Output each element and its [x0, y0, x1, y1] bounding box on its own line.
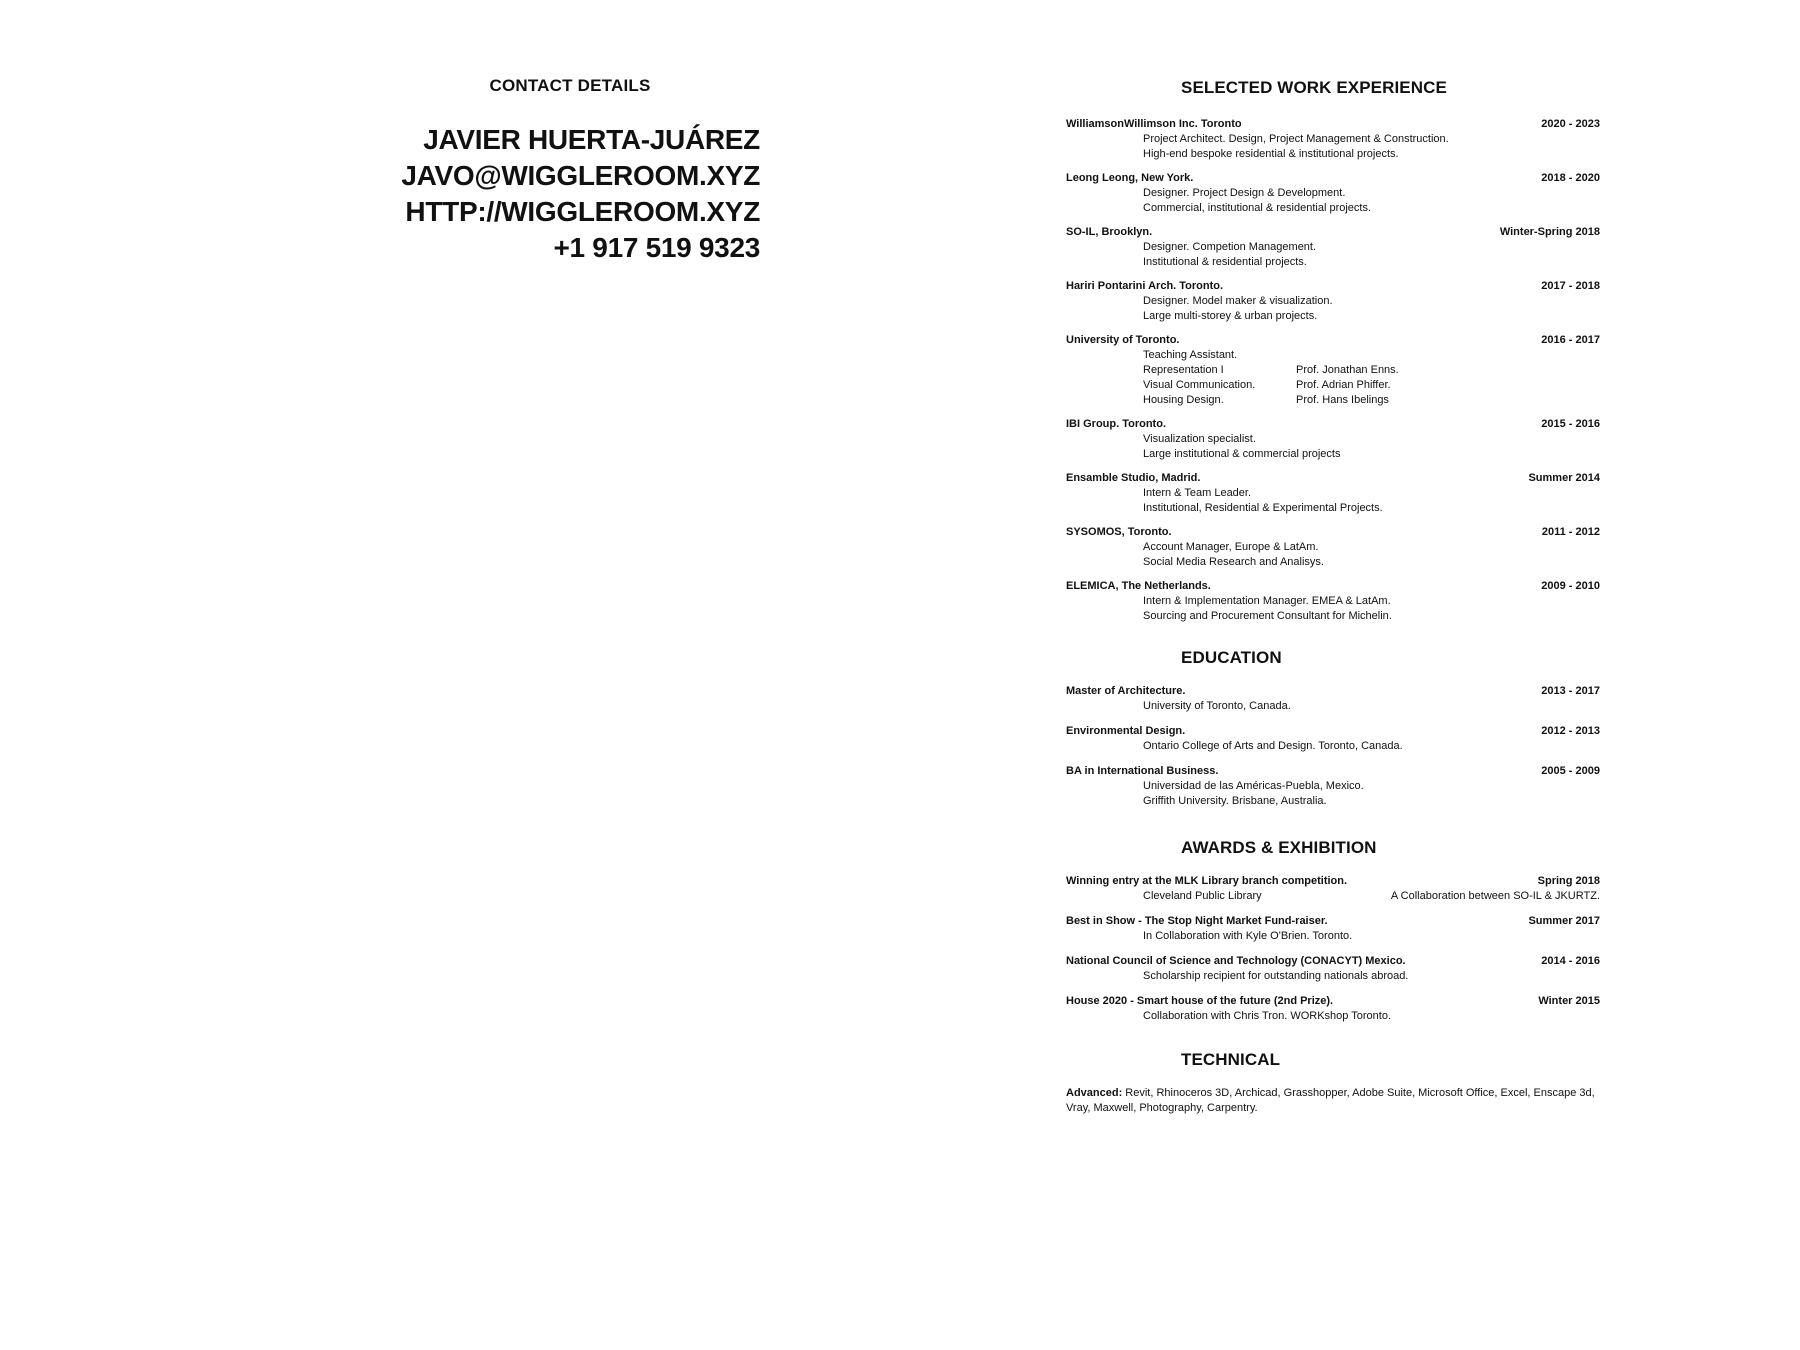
awards-section: [1066, 838, 1600, 1033]
entry-line: Scholarship recipient for outstanding nationals abroad.: [1143, 970, 1409, 982]
section-heading-awards: AWARDS & EXHIBITION: [1181, 838, 1377, 857]
entry-date: 2005 - 2009: [1541, 765, 1600, 777]
entry-line: Intern & Implementation Manager. EMEA & LatAm.: [1143, 595, 1391, 607]
award-entry: [1066, 994, 1600, 1024]
entry-date: Winter 2015: [1538, 995, 1600, 1007]
work-entry: [1066, 525, 1600, 570]
entry-date: 2020 - 2023: [1541, 118, 1600, 130]
entry-org: Hariri Pontarini Arch. Toronto.: [1066, 280, 1224, 292]
entry-line: Sourcing and Procurement Consultant for Michelin.: [1143, 610, 1392, 622]
course-row: [1066, 378, 1600, 393]
entry-line: University of Toronto, Canada.: [1143, 700, 1291, 712]
contact-block: [200, 122, 760, 266]
course-name: Visual Communication.: [1143, 379, 1256, 391]
work-section: [1066, 78, 1600, 633]
entry-line: Institutional & residential projects.: [1143, 256, 1307, 268]
technical-label: Advanced:: [1066, 1087, 1123, 1099]
work-entry: [1066, 333, 1600, 408]
work-entry: [1066, 417, 1600, 462]
work-entry: [1066, 117, 1600, 162]
entry-line: Intern & Team Leader.: [1143, 487, 1252, 499]
entry-line: Social Media Research and Analisys.: [1143, 556, 1324, 568]
entry-line: Visualization specialist.: [1143, 433, 1256, 445]
entry-date: 2011 - 2012: [1541, 526, 1600, 538]
contact-email[interactable]: JAVO@WIGGLEROOM.XYZ: [401, 160, 760, 191]
entry-date: Summer 2014: [1528, 472, 1600, 484]
entry-line: Institutional, Residential & Experimental Projects.: [1143, 502, 1383, 514]
entry-date: Summer 2017: [1528, 915, 1600, 927]
entry-org: SYSOMOS, Toronto.: [1066, 526, 1172, 538]
section-heading-technical: TECHNICAL: [1181, 1050, 1281, 1069]
education-entry: [1066, 684, 1600, 714]
entry-org: BA in International Business.: [1066, 765, 1219, 777]
entry-line: In Collaboration with Kyle O'Brien. Toronto.: [1143, 930, 1353, 942]
entry-line: Project Architect. Design, Project Management & Construction.: [1143, 133, 1449, 145]
education-entry: [1066, 724, 1600, 754]
entry-line: Teaching Assistant.: [1143, 349, 1238, 361]
entry-line: Universidad de las Américas-Puebla, Mexico.: [1143, 780, 1364, 792]
entry-line: Designer. Competion Management.: [1143, 241, 1317, 253]
technical-section: [1066, 1050, 1600, 1116]
entry-line: Account Manager, Europe & LatAm.: [1143, 541, 1319, 553]
education-section: [1066, 648, 1600, 818]
entry-line: Griffith University. Brisbane, Australia.: [1143, 795, 1327, 807]
education-entry: [1066, 764, 1600, 809]
technical-skills: [1066, 1086, 1600, 1116]
entry-date: 2018 - 2020: [1541, 172, 1600, 184]
entry-line: Large multi-storey & urban projects.: [1143, 310, 1318, 322]
entry-date: 2017 - 2018: [1541, 280, 1600, 292]
entry-date: 2014 - 2016: [1541, 955, 1600, 967]
entry-org: WilliamsonWillimson Inc. Toronto: [1066, 118, 1242, 130]
course-name: Representation I: [1143, 364, 1224, 376]
award-detail-row: [1066, 889, 1600, 904]
entry-org: Winning entry at the MLK Library branch competition.: [1066, 875, 1348, 887]
course-prof: Prof. Hans Ibelings: [1296, 394, 1389, 406]
award-detail-left: Cleveland Public Library: [1143, 890, 1262, 902]
course-name: Housing Design.: [1143, 394, 1224, 406]
entry-date: 2012 - 2013: [1541, 725, 1600, 737]
section-heading-education: EDUCATION: [1181, 648, 1282, 667]
section-heading-work: SELECTED WORK EXPERIENCE: [1181, 78, 1447, 97]
contact-phone: +1 917 519 9323: [553, 232, 760, 263]
course-prof: Prof. Adrian Phiffer.: [1296, 379, 1391, 391]
entry-date: 2015 - 2016: [1541, 418, 1600, 430]
entry-line: Designer. Project Design & Development.: [1143, 187, 1346, 199]
entry-line: Designer. Model maker & visualization.: [1143, 295, 1333, 307]
entry-line: Ontario College of Arts and Design. Toronto, Canada.: [1143, 740, 1403, 752]
entry-org: ELEMICA, The Netherlands.: [1066, 580, 1211, 592]
entry-org: Ensamble Studio, Madrid.: [1066, 472, 1201, 484]
contact-heading: CONTACT DETAILS: [489, 76, 651, 95]
work-entry: [1066, 279, 1600, 324]
entry-date: Winter-Spring 2018: [1499, 226, 1600, 238]
entry-org: University of Toronto.: [1066, 334, 1180, 346]
contact-name: JAVIER HUERTA-JUÁREZ: [423, 124, 760, 155]
entry-org: IBI Group. Toronto.: [1066, 418, 1166, 430]
course-prof: Prof. Jonathan Enns.: [1296, 364, 1399, 376]
work-entry: [1066, 171, 1600, 216]
entry-org: Best in Show - The Stop Night Market Fund-raiser.: [1066, 915, 1328, 927]
entry-line: High-end bespoke residential & institutional projects.: [1143, 148, 1399, 160]
entry-line: Large institutional & commercial projects: [1143, 448, 1341, 460]
course-row: [1066, 363, 1600, 378]
entry-line: Commercial, institutional & residential projects.: [1143, 202, 1372, 214]
entry-line: Collaboration with Chris Tron. WORKshop Toronto.: [1143, 1010, 1392, 1022]
entry-date: Spring 2018: [1537, 875, 1600, 887]
entry-date: 2016 - 2017: [1541, 334, 1600, 346]
entry-date: 2009 - 2010: [1541, 580, 1600, 592]
award-entry: [1066, 914, 1600, 944]
entry-org: Master of Architecture.: [1066, 685, 1186, 697]
award-entry: [1066, 874, 1600, 904]
award-entry: [1066, 954, 1600, 984]
contact-website[interactable]: HTTP://WIGGLEROOM.XYZ: [405, 196, 760, 227]
technical-list: Revit, Rhinoceros 3D, Archicad, Grasshopper, Adobe Suite, Microsoft Office, Excel, Enscape 3d, Vray, Maxwell, Photography, Carpentry.: [1066, 1087, 1595, 1114]
entry-org: Environmental Design.: [1066, 725, 1186, 737]
entry-org: House 2020 - Smart house of the future (2nd Prize).: [1066, 995, 1334, 1007]
entry-date: 2013 - 2017: [1541, 685, 1600, 697]
entry-org: SO-IL, Brooklyn.: [1066, 226, 1153, 238]
entry-org: National Council of Science and Technology (CONACYT) Mexico.: [1066, 955, 1406, 967]
award-detail-right: A Collaboration between SO-IL & JKURTZ.: [1390, 890, 1600, 902]
work-entry: [1066, 225, 1600, 270]
work-entry: [1066, 579, 1600, 624]
entry-org: Leong Leong, New York.: [1066, 172, 1194, 184]
course-row: [1066, 393, 1600, 408]
work-entry: [1066, 471, 1600, 516]
